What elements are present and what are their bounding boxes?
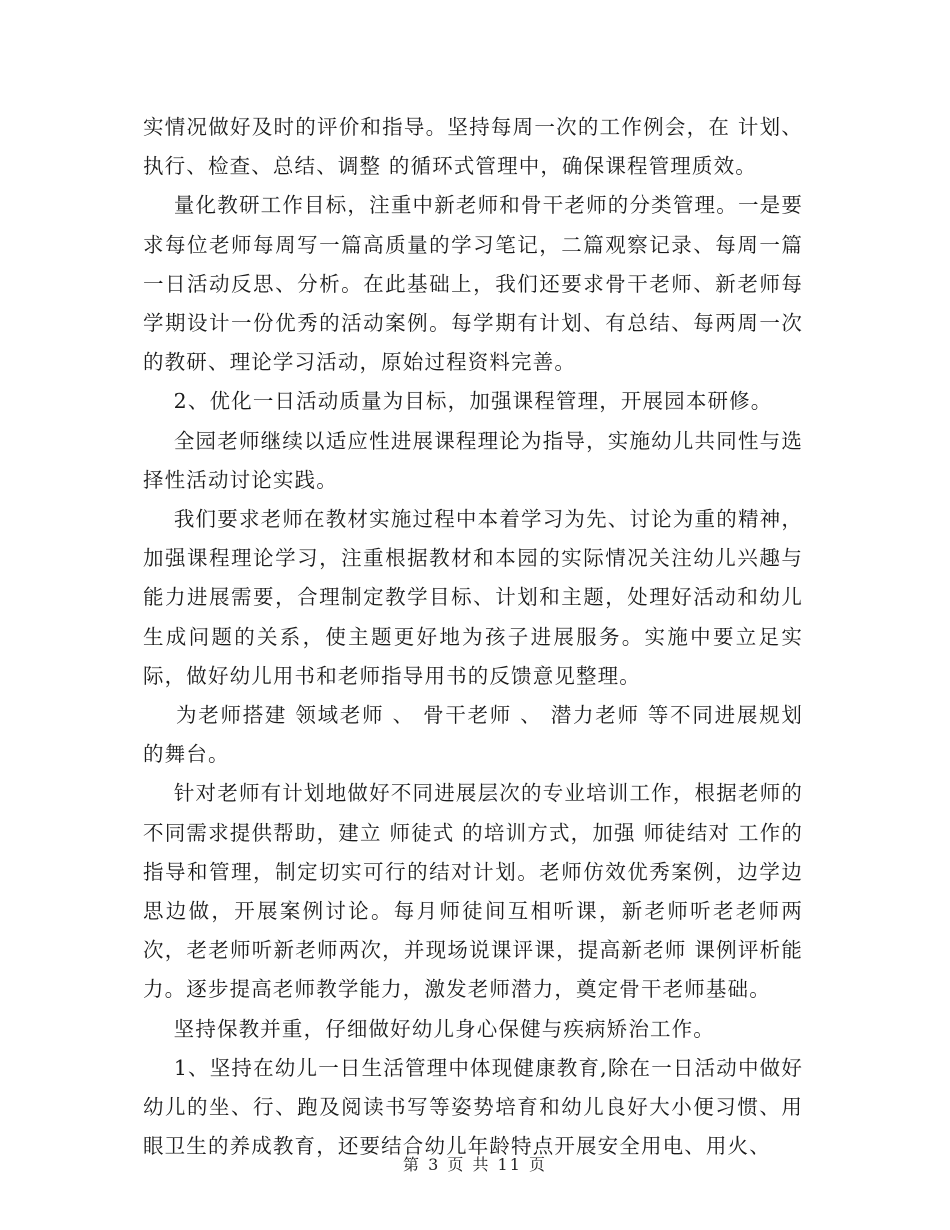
paragraph: 针对老师有计划地做好不同进展层次的专业培训工作，根据老师的不同需求提供帮助，建立 师徒式 的培训方式，加强 师徒结对 工作的指导和管理，制定切实可行的结对计划。老师仿效优秀案例，边学边思边做，开展案例讨论。每月师徒间互相听课，新老师听老老师两次，老老师听新老师两次，并现场说课评课，提高新老师 课例评析能力。逐步提高老师教学能力，激发老师潜力，奠定骨干老师基础。 bbox=[143, 781, 803, 1002]
page-number-footer: 第 3 页 共 11 页 bbox=[403, 1155, 547, 1174]
document-body bbox=[143, 108, 803, 1166]
paragraph: 量化教研工作目标，注重中新老师和骨干老师的分类管理。一是要求每位老师每周写一篇高质量的学习笔记，二篇观察记录、每周一篇一日活动反思、分析。在此基础上，我们还要求骨干老师、新老师每学期设计一份优秀的活动案例。每学期有计划、有总结、每两周一次的教研、理论学习活动，原始过程资料完善。 bbox=[143, 193, 803, 375]
paragraph: 全园老师继续以适应性进展课程理论为指导，实施幼儿共同性与选择性活动讨论实践。 bbox=[143, 428, 803, 492]
paragraph: 我们要求老师在教材实施过程中本着学习为先、讨论为重的精神，加强课程理论学习，注重根据教材和本园的实际情况关注幼儿兴趣与能力进展需要，合理制定教学目标、计划和主题，处理好活动和幼儿生成问题的关系，使主题更好地为孩子进展服务。实施中要立足实际，做好幼儿用书和老师指导用书的反馈意见整理。 bbox=[143, 507, 803, 688]
paragraph: 实情况做好及时的评价和指导。坚持每周一次的工作例会，在 计划、执行、检查、总结、调整 的循环式管理中，确保课程管理质效。 bbox=[143, 115, 803, 179]
paragraph: 1、坚持在幼儿一日生活管理中体现健康教育,除在一日活动中做好幼儿的坐、行、跑及阅读书写等姿势培育和幼儿良好大小便习惯、用眼卫生的养成教育，还要结合幼儿年龄特点开展安全用电、用火、 bbox=[143, 1055, 803, 1159]
paragraph: 为老师搭建 领域老师 、 骨干老师 、 潜力老师 等不同进展规划的舞台。 bbox=[143, 703, 803, 767]
paragraph: 2、优化一日活动质量为目标，加强课程管理，开展园本研修。 bbox=[143, 389, 773, 414]
paragraph: 坚持保教并重，仔细做好幼儿身心保健与疾病矫治工作。 bbox=[143, 1016, 715, 1041]
